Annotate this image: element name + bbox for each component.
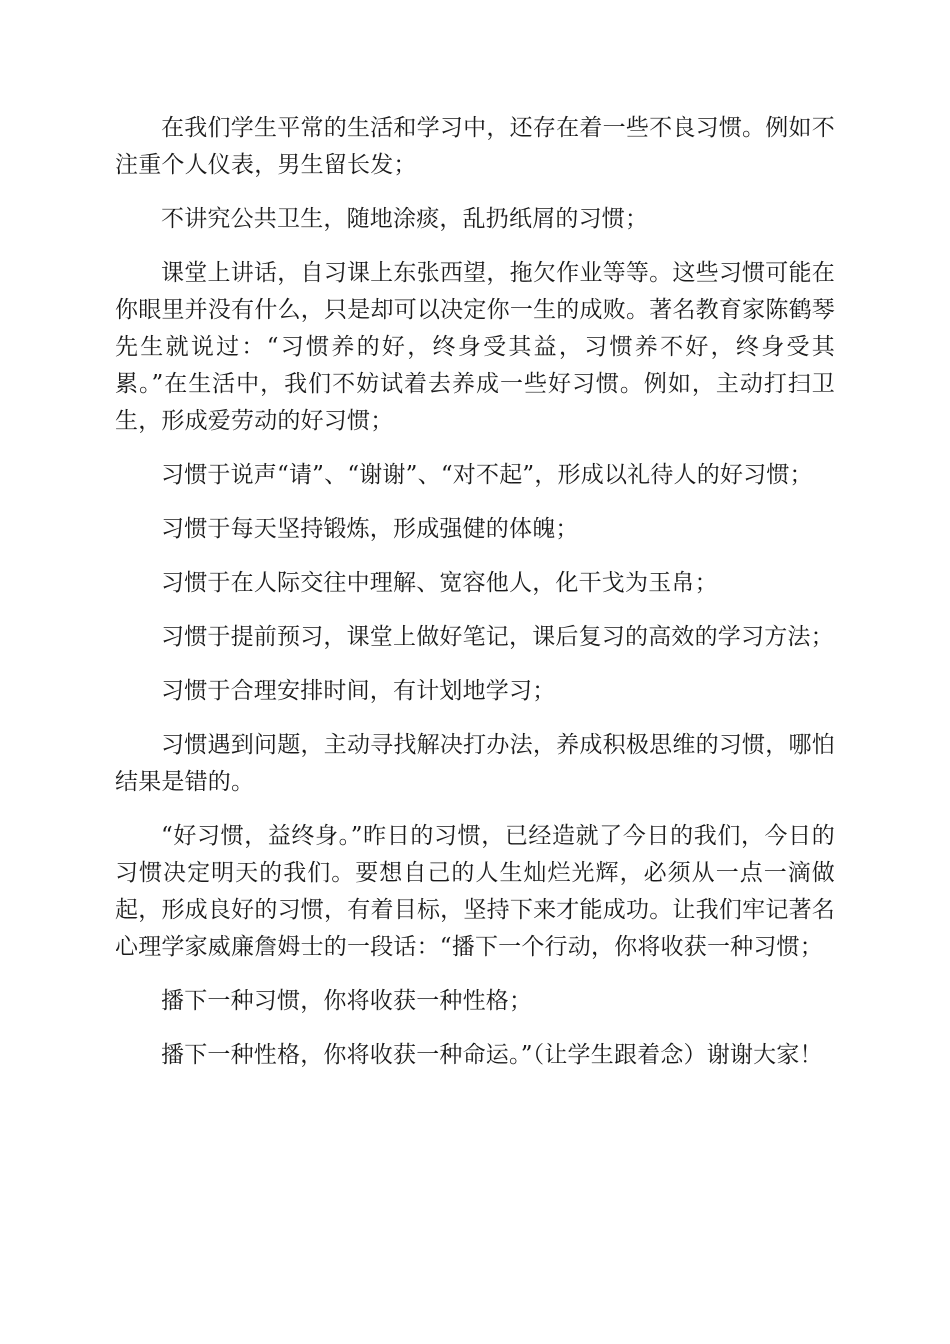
paragraph-1: 在我们学生平常的生活和学习中，还存在着一些不良习惯。例如不注重个人仪表，男生留长发；: [115, 115, 835, 178]
paragraph-11: 播下一种习惯，你将收获一种性格；: [161, 988, 533, 1014]
paragraph-6: 习惯于在人际交往中理解、宽容他人，化干戈为玉帛；: [161, 570, 718, 596]
paragraph-12: 播下一种性格，你将收获一种命运。”（让学生跟着念）谢谢大家！: [161, 1042, 823, 1068]
paragraph-10: “好习惯，益终身。”昨日的习惯，已经造就了今日的我们，今日的习惯决定明天的我们。要想自己的人生灿烂光辉，必须从一点一滴做起，形成良好的习惯，有着目标，坚持下来才能成功。让我们牢记著名心理学家威廉詹姆士的一段话：“播下一个行动，你将收获一种习惯；: [115, 823, 835, 960]
paragraph-8: 习惯于合理安排时间，有计划地学习；: [161, 678, 556, 704]
paragraph-4: 习惯于说声“请”、“谢谢”、“对不起”，形成以礼待人的好习惯；: [161, 462, 813, 488]
document-body: [115, 110, 835, 1074]
paragraph-2: 不讲究公共卫生，随地涂痰，乱扔纸屑的习惯；: [161, 206, 649, 232]
paragraph-9: 习惯遇到问题，主动寻找解决打办法，养成积极思维的习惯，哪怕结果是错的。: [115, 732, 835, 795]
paragraph-7: 习惯于提前预习，课堂上做好笔记，课后复习的高效的学习方法；: [161, 624, 834, 650]
paragraph-3: 课堂上讲话，自习课上东张西望，拖欠作业等等。这些习惯可能在你眼里并没有什么，只是却可以决定你一生的成败。著名教育家陈鹤琴先生就说过：“习惯养的好，终身受其益，习惯养不好，终身受其累。”在生活中，我们不妨试着去养成一些好习惯。例如，主动打扫卫生，形成爱劳动的好习惯；: [115, 260, 835, 434]
paragraph-5: 习惯于每天坚持锻炼，形成强健的体魄；: [161, 516, 579, 542]
